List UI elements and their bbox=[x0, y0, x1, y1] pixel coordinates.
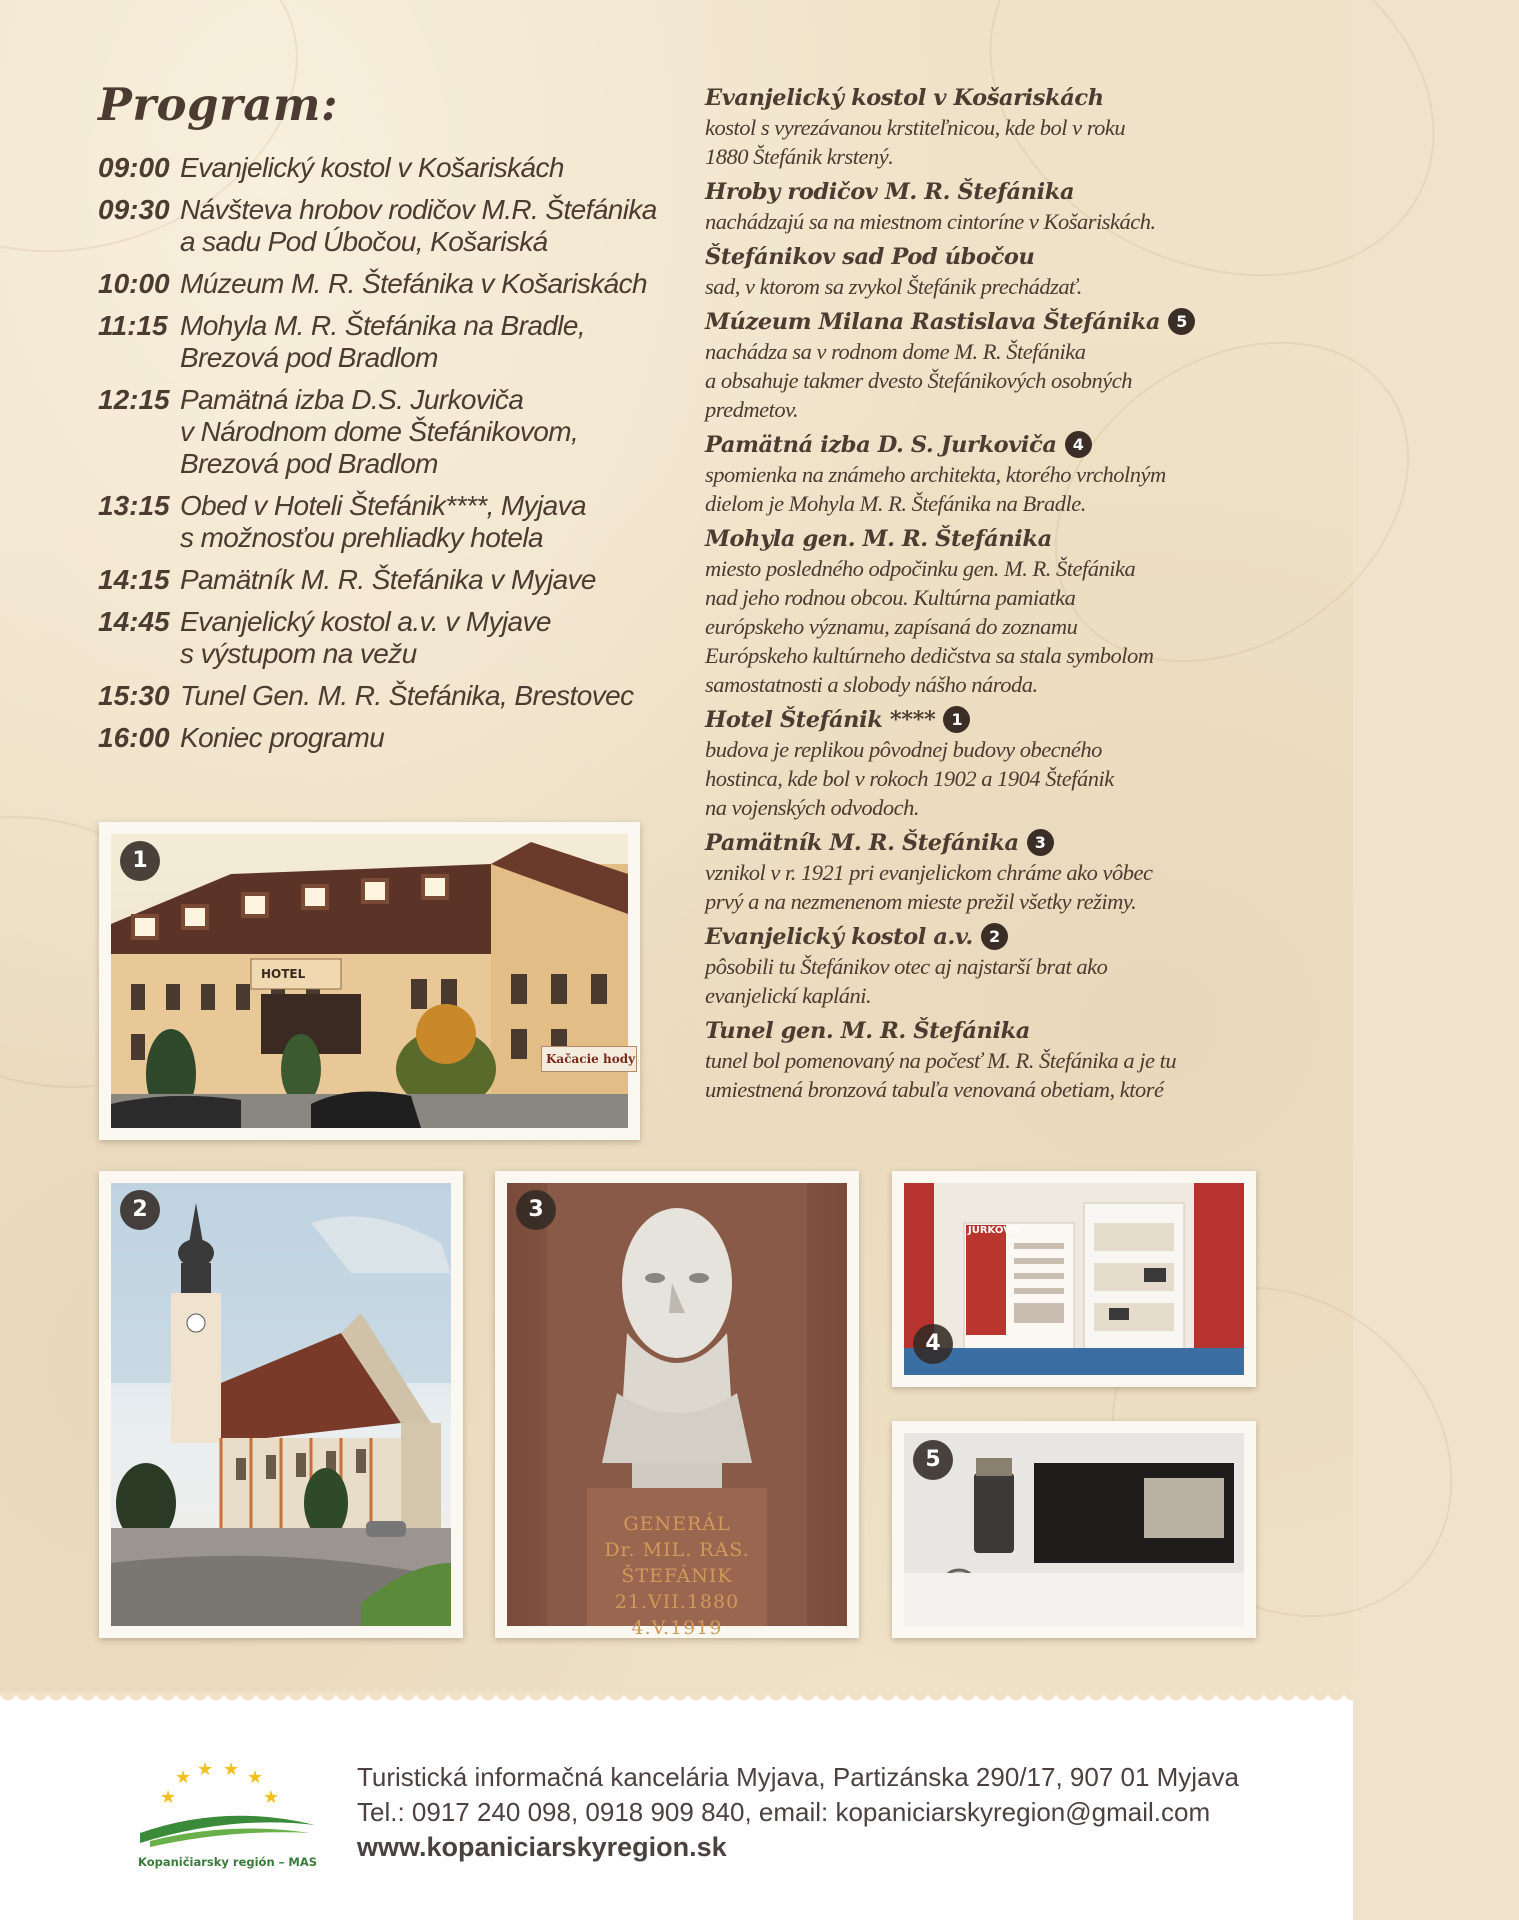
info-title bbox=[705, 525, 1265, 554]
photo-number-badge: 5 bbox=[913, 1440, 953, 1480]
schedule-item bbox=[98, 310, 658, 374]
program-schedule bbox=[98, 152, 658, 764]
schedule-text: Návšteva hrobov rodičov M.R. Štefánika a sadu Pod Úbočou, Košariská bbox=[180, 194, 657, 257]
svg-text:★: ★ bbox=[263, 1787, 280, 1808]
info-title-text: Evanjelický kostol v Košariskách bbox=[705, 85, 1104, 111]
schedule-time: 13:15 bbox=[98, 490, 170, 521]
svg-text:★: ★ bbox=[175, 1767, 192, 1788]
info-title-text: Štefánikov sad Pod úbočou bbox=[705, 244, 1035, 270]
schedule-item bbox=[98, 680, 658, 712]
hotel-sign-text: HOTEL bbox=[261, 967, 306, 981]
schedule-time: 09:00 bbox=[98, 152, 170, 183]
info-title-text: Múzeum Milana Rastislava Štefánika bbox=[705, 309, 1161, 335]
info-title bbox=[705, 829, 1265, 858]
info-block bbox=[705, 431, 1265, 518]
info-block bbox=[705, 84, 1265, 171]
footer-scallop-edge bbox=[0, 1692, 1353, 1708]
info-title-text: Mohyla gen. M. R. Štefánika bbox=[705, 526, 1052, 552]
info-description: pôsobili tu Štefánikov otec aj najstarší brat ako evanjelickí kapláni. bbox=[705, 954, 1108, 1008]
schedule-item bbox=[98, 152, 658, 184]
info-description: nachádzajú sa na miestnom cintoríne v Košariskách. bbox=[705, 209, 1156, 234]
banner-text: Kačacie hody bbox=[541, 1046, 637, 1072]
schedule-item bbox=[98, 606, 658, 670]
svg-text:★: ★ bbox=[160, 1787, 177, 1808]
number-badge: 2 bbox=[981, 923, 1008, 950]
info-block bbox=[705, 243, 1265, 301]
schedule-item bbox=[98, 384, 658, 480]
photo-artifacts-frame bbox=[892, 1421, 1256, 1638]
number-badge: 3 bbox=[1027, 829, 1054, 856]
photo-church bbox=[111, 1183, 451, 1626]
contact-info bbox=[357, 1760, 1239, 1865]
photo-memorial bbox=[507, 1183, 847, 1639]
photo-number-badge: 4 bbox=[913, 1324, 953, 1364]
svg-text:★: ★ bbox=[223, 1759, 240, 1780]
schedule-text: Pamätník M. R. Štefánika v Myjave bbox=[180, 564, 596, 595]
svg-text:★: ★ bbox=[247, 1767, 264, 1788]
info-block bbox=[705, 829, 1265, 916]
photo-church-frame bbox=[99, 1171, 463, 1638]
schedule-time: 10:00 bbox=[98, 268, 170, 299]
info-description: budova je replikou pôvodnej budovy obecného hostinca, kde bol v rokoch 1902 a 1904 Štefánik na vojenských odvodoch. bbox=[705, 737, 1114, 820]
church-illustration bbox=[111, 1183, 451, 1626]
artifacts-illustration bbox=[904, 1433, 1244, 1626]
poster-text: JURKOVIČ bbox=[968, 1225, 1022, 1236]
photo-exhibition-frame bbox=[892, 1171, 1256, 1387]
plaque-inscription: GENERÁL Dr. MIL. RAS. ŠTEFÁNIK 21.VII.1880 4.V.1919 bbox=[604, 1513, 750, 1639]
info-title bbox=[705, 178, 1265, 207]
info-title bbox=[705, 923, 1265, 952]
logo-label: Kopaničiarsky región – MAS bbox=[137, 1855, 318, 1869]
photo-number-badge: 2 bbox=[120, 1190, 160, 1230]
hotel-illustration bbox=[111, 834, 628, 1128]
photo-artifacts bbox=[904, 1433, 1244, 1626]
schedule-time: 09:30 bbox=[98, 194, 170, 225]
info-title bbox=[705, 243, 1265, 272]
exhibition-illustration bbox=[904, 1183, 1244, 1375]
info-description: sad, v ktorom sa zvykol Štefánik prechádzať. bbox=[705, 274, 1082, 299]
info-description: spomienka na známeho architekta, ktorého vrcholným dielom je Mohyla M. R. Štefánika na Bradle. bbox=[705, 462, 1166, 516]
info-block bbox=[705, 178, 1265, 236]
photo-hotel bbox=[111, 834, 636, 1128]
schedule-text: Múzeum M. R. Štefánika v Košariskách bbox=[180, 268, 648, 299]
program-title: Program: bbox=[98, 78, 339, 131]
info-description: tunel bol pomenovaný na počesť M. R. Štefánika a je tu umiestnená bronzová tabuľa venovaná obetiam, ktoré bbox=[705, 1048, 1177, 1102]
info-title-text: Hroby rodičov M. R. Štefánika bbox=[705, 179, 1075, 205]
photo-memorial-frame bbox=[495, 1171, 859, 1638]
info-title-text: Pamätná izba D. S. Jurkoviča bbox=[705, 432, 1057, 458]
schedule-text: Pamätná izba D.S. Jurkoviča v Národnom dome Štefánikovom, Brezová pod Bradlom bbox=[180, 384, 579, 479]
schedule-text: Evanjelický kostol v Košariskách bbox=[180, 152, 564, 183]
info-title-text: Pamätník M. R. Štefánika bbox=[705, 830, 1019, 856]
schedule-item bbox=[98, 268, 658, 300]
schedule-text: Tunel Gen. M. R. Štefánika, Brestovec bbox=[180, 680, 634, 711]
region-logo bbox=[135, 1759, 320, 1893]
schedule-text: Obed v Hoteli Štefánik****, Myjava s možnosťou prehliadky hotela bbox=[180, 490, 587, 553]
info-block bbox=[705, 308, 1265, 424]
info-title-text: Hotel Štefánik **** bbox=[705, 707, 936, 733]
schedule-time: 11:15 bbox=[98, 310, 168, 341]
info-block bbox=[705, 706, 1265, 822]
info-title bbox=[705, 706, 1265, 735]
schedule-text: Evanjelický kostol a.v. v Myjave s výstupom na vežu bbox=[180, 606, 551, 669]
info-title bbox=[705, 308, 1265, 337]
website-link[interactable]: www.kopaniciarskyregion.sk bbox=[357, 1832, 727, 1862]
logo-mark bbox=[135, 1759, 320, 1858]
info-title bbox=[705, 84, 1265, 113]
number-badge: 4 bbox=[1065, 431, 1092, 458]
info-block bbox=[705, 525, 1265, 699]
photo-number-badge: 3 bbox=[516, 1190, 556, 1230]
info-block bbox=[705, 1017, 1265, 1104]
number-badge: 5 bbox=[1168, 308, 1195, 335]
info-title-text: Evanjelický kostol a.v. bbox=[705, 924, 973, 950]
schedule-text: Koniec programu bbox=[180, 722, 385, 753]
schedule-time: 12:15 bbox=[98, 384, 170, 415]
schedule-item bbox=[98, 194, 658, 258]
schedule-text: Mohyla M. R. Štefánika na Bradle, Brezová pod Bradlom bbox=[180, 310, 586, 373]
photo-number-badge: 1 bbox=[120, 841, 160, 881]
schedule-item bbox=[98, 490, 658, 554]
schedule-time: 14:15 bbox=[98, 564, 170, 595]
svg-text:★: ★ bbox=[197, 1759, 214, 1780]
info-block bbox=[705, 923, 1265, 1010]
photo-exhibition bbox=[904, 1183, 1244, 1375]
number-badge: 1 bbox=[943, 706, 970, 733]
info-title-text: Tunel gen. M. R. Štefánika bbox=[705, 1018, 1030, 1044]
schedule-time: 16:00 bbox=[98, 722, 170, 753]
info-description: nachádza sa v rodnom dome M. R. Štefánika a obsahuje takmer dvesto Štefánikových osobných predmetov. bbox=[705, 339, 1132, 422]
info-title bbox=[705, 431, 1265, 460]
info-description: miesto posledného odpočinku gen. M. R. Štefánika nad jeho rodnou obcou. Kultúrna pamiatka európskeho významu, zapísaná do zoznamu Európskeho kultúrneho dedičstva sa stala symbolom samostatnosti a slobody nášho národa. bbox=[705, 556, 1154, 697]
address-line: Turistická informačná kancelária Myjava, Partizánska 290/17, 907 01 Myjava bbox=[357, 1762, 1240, 1792]
photo-hotel-frame bbox=[99, 822, 640, 1140]
info-description: kostol s vyrezávanou krstiteľnicou, kde bol v roku 1880 Štefánik krstený. bbox=[705, 115, 1126, 169]
schedule-item bbox=[98, 564, 658, 596]
info-description: vznikol v r. 1921 pri evanjelickom chráme ako vôbec prvý a na nezmenenom mieste prežil všetky režimy. bbox=[705, 860, 1153, 914]
schedule-time: 15:30 bbox=[98, 680, 170, 711]
contact-line: Tel.: 0917 240 098, 0918 909 840, email: kopaniciarskyregion@gmail.com bbox=[357, 1797, 1211, 1827]
info-title bbox=[705, 1017, 1265, 1046]
sights-descriptions bbox=[705, 84, 1265, 1111]
schedule-time: 14:45 bbox=[98, 606, 170, 637]
schedule-item bbox=[98, 722, 658, 754]
